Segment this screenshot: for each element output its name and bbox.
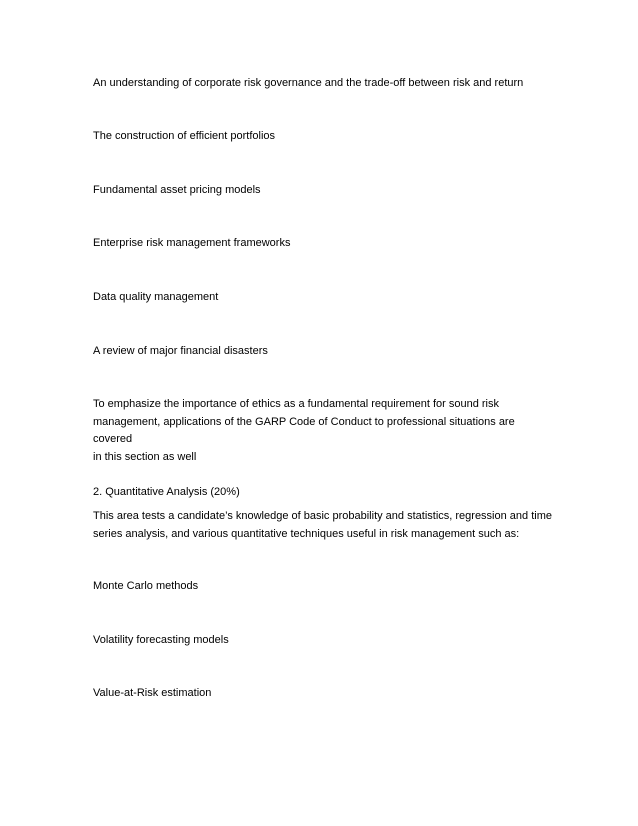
section-heading: 2. Quantitative Analysis (20%)	[93, 486, 240, 498]
paragraph-line: This area tests a candidate’s knowledge of basic probability and statistics, regression and time	[93, 510, 552, 522]
ethics-paragraph	[93, 396, 553, 466]
list-item: Fundamental asset pricing models	[93, 184, 261, 196]
list-item: Monte Carlo methods	[93, 580, 199, 592]
list-item: Data quality management	[93, 291, 219, 303]
paragraph-line: in this section as well	[93, 450, 197, 463]
paragraph-line: series analysis, and various quantitative techniques useful in risk management such as:	[93, 527, 520, 540]
list-item: Volatility forecasting models	[93, 634, 229, 646]
list-item: A review of major financial disasters	[93, 345, 268, 357]
paragraph-line: management, applications of the GARP Code of Conduct to professional situations are covered	[93, 415, 515, 445]
list-item: An understanding of corporate risk governance and the trade-off between risk and return	[93, 77, 524, 89]
list-item: Enterprise risk management frameworks	[93, 237, 291, 249]
section-intro	[93, 508, 553, 543]
paragraph-line: To emphasize the importance of ethics as a fundamental requirement for sound risk	[93, 398, 499, 410]
list-item: The construction of efficient portfolios	[93, 130, 276, 142]
list-item: Value-at-Risk estimation	[93, 687, 212, 699]
